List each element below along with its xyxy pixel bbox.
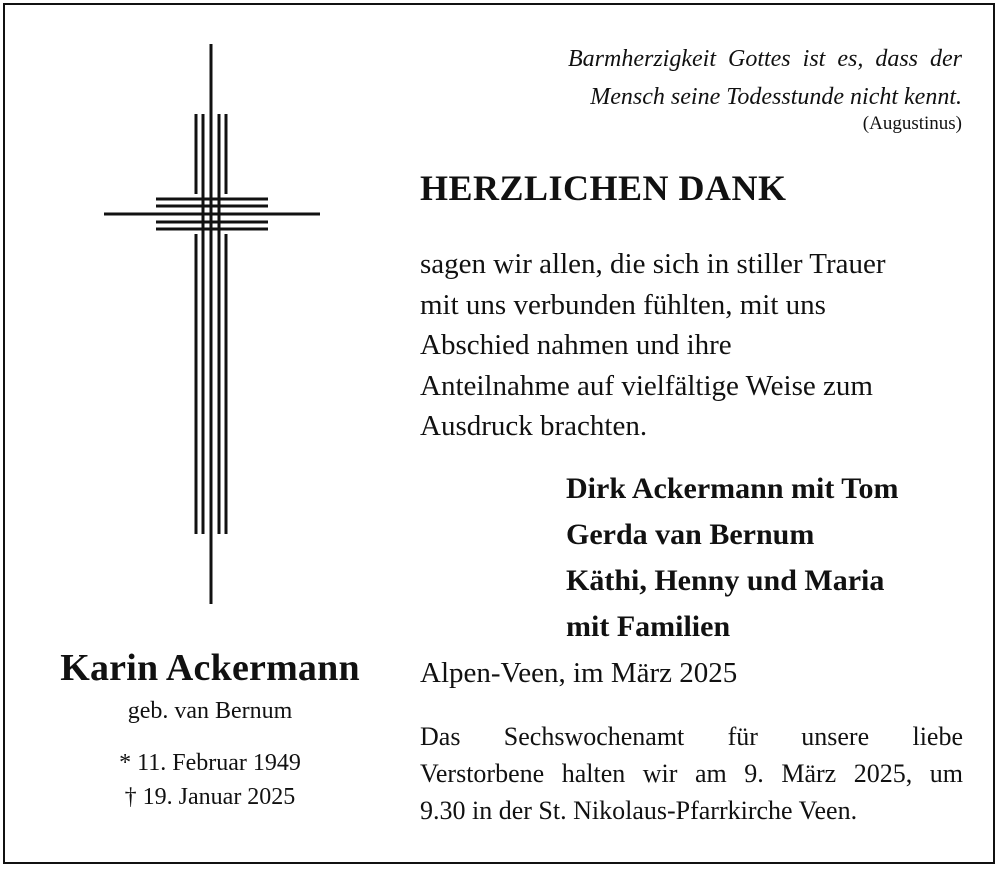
death-date: † 19. Januar 2025 bbox=[124, 784, 296, 810]
place-date: Alpen-Veen, im März 2025 bbox=[420, 657, 738, 689]
signers bbox=[566, 466, 899, 650]
birth-name: geb. van Bernum bbox=[127, 698, 293, 724]
signer-line: Dirk Ackermann mit Tom bbox=[566, 472, 899, 505]
quote-author: (Augustinus) bbox=[862, 113, 962, 134]
note-line: 9.30 in der St. Nikolaus-Pfarrkirche Veen. bbox=[420, 796, 858, 825]
signer-line: Gerda van Bernum bbox=[566, 518, 815, 551]
deceased-name: Karin Ackermann bbox=[60, 647, 360, 689]
thanks-line: sagen wir allen, die sich in stiller Trauer bbox=[420, 248, 886, 280]
service-note bbox=[420, 718, 963, 829]
cross-icon bbox=[100, 44, 324, 604]
thanks-line: mit uns verbunden fühlten, mit uns bbox=[420, 288, 826, 321]
note-line: Verstorbene halten wir am 9. März 2025, um bbox=[420, 759, 963, 788]
quote-line: Barmherzigkeit Gottes ist es, dass der bbox=[568, 46, 962, 72]
thanks-line: Abschied nahmen und ihre bbox=[420, 329, 732, 361]
thanks-line: Ausdruck brachten. bbox=[420, 410, 648, 442]
birth-date: * 11. Februar 1949 bbox=[119, 750, 301, 776]
quote bbox=[442, 40, 962, 116]
thanks-line: Anteilnahme auf vielfältige Weise zum bbox=[420, 369, 873, 402]
note-line: Das Sechswochenamt für unsere liebe bbox=[420, 722, 963, 751]
signer-line: mit Familien bbox=[566, 610, 731, 643]
thanks-text bbox=[420, 244, 980, 447]
heading: HERZLICHEN DANK bbox=[420, 168, 787, 208]
quote-line: Mensch seine Todesstunde nicht kennt. bbox=[590, 84, 962, 110]
signer-line: Käthi, Henny und Maria bbox=[566, 564, 885, 597]
